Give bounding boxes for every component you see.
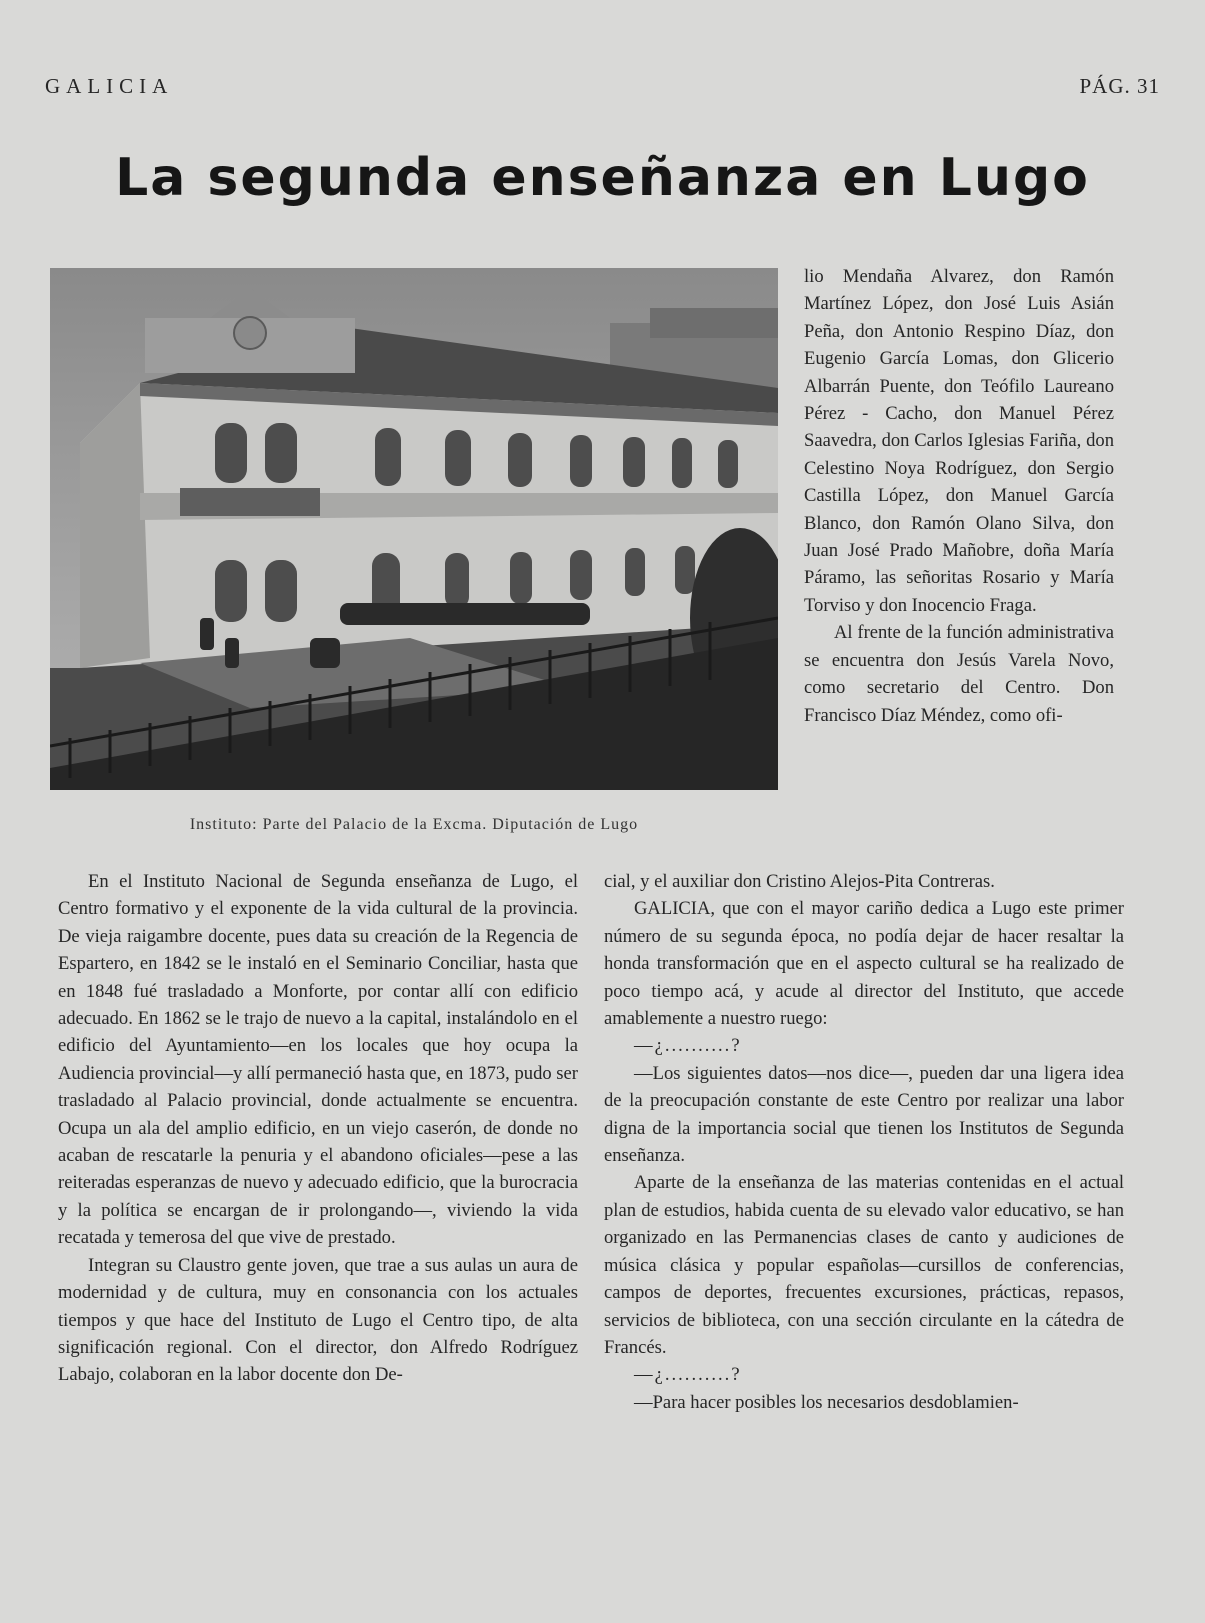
article-column-right — [604, 868, 1124, 1416]
paragraph: GALICIA, que con el mayor cariño dedica a Lugo este primer número de su segunda época, no podía dejar de hacer resaltar la honda transformación que en el aspecto cultural se ha realizado de poco tiempo acá, y acude al director del Instituto, que accede amablemente a nuestro ruego: — [604, 898, 1124, 1030]
paragraph: —Los siguientes datos—nos dice—, pueden dar una ligera idea de la preocupación constante de este Centro por realizar una labor digna de la importancia social que tienen los Institutos de Segunda enseñanza. — [604, 1062, 1124, 1167]
article-column-left — [58, 868, 578, 1389]
paragraph: Integran su Claustro gente joven, que trae a sus aulas un aura de modernidad y de cultura, muy en consonancia con los actuales tiempos y que hace del Instituto de Lugo el Centro tipo, de alta significación regional. Con el director, don Alfredo Rodríguez Labajo, colaboran en la labor docente don De- — [58, 1254, 578, 1386]
article-column-right-top — [804, 263, 1114, 729]
paragraph: En el Instituto Nacional de Segunda enseñanza de Lugo, el Centro formativo y el exponente de la vida cultural de la provincia. De vieja raigambre docente, pues data su creación de la Regencia de Espartero, en 1842 se le instaló en el Seminario Conciliar, hasta que en 1848 fué trasladado a Monforte, por contar allí con edificio adecuado. En 1862 se le trajo de nuevo a la capital, instalándolo en el edificio del Ayuntamiento—en los locales que hoy ocupa la Audiencia provincial—y allí permaneció hasta que, en 1873, pudo ser trasladado al Palacio provincial, donde actualmente se encuentra. Ocupa un ala del amplio edificio, en un viejo caserón, de donde no acaban de rescatarle la penuria y el abandono oficiales—pese a las reiteradas esperanzas de nuevo y adecuado edificio, que la burocracia y la política se encargan de ir prolongando—, viviendo la vida recatada y temerosa del que vive de prestado. — [58, 871, 578, 1249]
paragraph-continuation: cial, y el auxiliar don Cristino Alejos-Pita Contreras. — [604, 871, 995, 892]
paragraph: —Para hacer posibles los necesarios desdoblamien- — [634, 1391, 1019, 1413]
running-head — [45, 74, 1160, 104]
question-line: —¿..........? — [634, 1364, 742, 1386]
paragraph: lio Mendaña Alvarez, don Ramón Martínez López, don José Luis Asián Peña, don Antonio Respino Díaz, don Eugenio García Lomas, don Glicerio Albarrán Puente, don Teófilo Laureano Pérez - Cacho, don Manuel Pérez Saavedra, don Carlos Iglesias Fariña, don Celestino Noya Rodríguez, don Sergio Castilla López, don Manuel García Blanco, don Ramón Olano Silva, don Juan José Prado Mañobre, doña María Páramo, las señoritas Rosario y María Torviso y don Inocencio Fraga. — [804, 266, 1114, 616]
magazine-name: GALICIA — [45, 74, 174, 98]
question-line: —¿..........? — [634, 1035, 742, 1057]
page-number: PÁG. 31 — [1079, 74, 1160, 98]
paragraph: Aparte de la enseñanza de las materias contenidas en el actual plan de estudios, habida cuenta de su elevado valor educativo, se han organizado en las Permanencias clases de canto y audiciones de música clásica y popular españolas—cursillos de conferencias, campos de deportes, frecuentes excursiones, prácticas, repasos, servicios de biblioteca, con una sección circulante en la cátedra de Francés. — [604, 1172, 1124, 1358]
institute-photo — [50, 268, 778, 790]
article-title: La segunda enseñanza en Lugo — [115, 148, 1090, 208]
photo-caption: Instituto: Parte del Palacio de la Excma. Diputación de Lugo — [189, 816, 639, 833]
paragraph: Al frente de la función administrativa se encuentra don Jesús Varela Novo, como secretario del Centro. Don Francisco Díaz Méndez, como ofi- — [804, 622, 1114, 726]
